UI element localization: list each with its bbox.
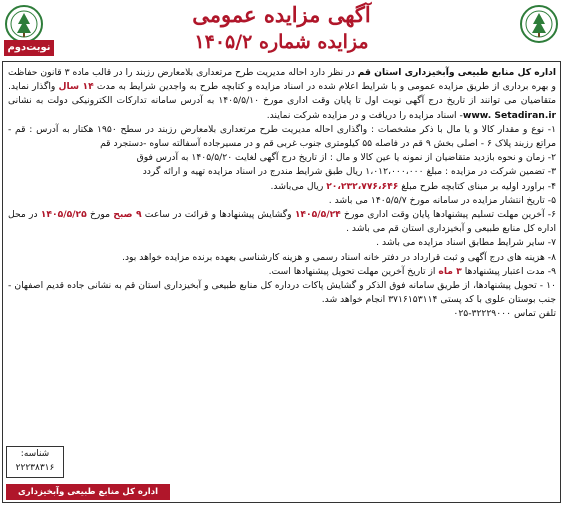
id-box [6, 446, 64, 478]
estimate-amount: ۲۰،۲۳۲،۷۷۶،۶۴۶ [326, 180, 399, 192]
website-link[interactable]: www. Setadiran.ir [462, 109, 556, 121]
item-1: ۱- نوع و مقدار کالا و یا مال با ذکر مشخصات : واگذاری احاله مدیریت طرح مرتعداری بلامعارض رزبند در سطح ۱۹۵۰ هکتار به آدرس : قم - مراتع رزبند پلاک ۶ - اصلی بخش ۹ قم در فاصله ۵۵ کیلومتری جنوب غربی قم و در مسیرجاده آسفالته ساوه -دستجرد قم [8, 123, 556, 150]
item-2: ۲- زمان و نحوه بازدید متقاضیان از نمونه یا عین کالا و مال : از تاریخ درج آگهی لغایت ۱۴۰۵/۵/۲۰ به آدرس فوق [136, 152, 556, 164]
item-3: ۳- تضمین شرکت در مزایده : مبلغ ۱،۰۱۲،۰۰۰،۰۰۰ ریال طبق شرایط مندرج در اسناد مزایده تهیه و ارائه گردد [142, 166, 556, 178]
item-9: ۹- مدت اعتبار پیشنهادها ۳ ماه از تاریخ آخرین مهلت تحویل پیشنهادها است. [268, 265, 556, 277]
phone-number: تلفن تماس ۳۲۲۲۹۰۰۰-۰۲۵ [453, 308, 556, 320]
header [0, 0, 563, 62]
item-10: ۱۰ - تحویل پیشنهادها، از طریق سامانه فوق الذکر و گشایش پاکات درداره کل منابع طبیعی و آبخیزداری استان قم به نشانی جاده قدیم اصفهان - جنب بوستان علوی با کد پستی ۳۷۱۶۱۵۳۱۱۴ انجام خواهد شد. [8, 280, 556, 306]
organization-bar: اداره کل منابع طبیعی وآبخیزداری استان قم [6, 484, 170, 500]
id-label: شناسه: [20, 449, 50, 459]
item-7: ۷- سایر شرایط مطابق اسناد مزایده می باشد . [376, 237, 556, 249]
auction-number: مزایده شماره ۱۴۰۵/۲ [194, 31, 369, 53]
id-value: ۲۲۲۳۸۳۱۶ [15, 463, 55, 473]
duration: ۱۴ سال [58, 81, 94, 93]
intro-paragraph: اداره کل منابع طبیعی وآبخیزداری استان قم در نظر دارد احاله مدیریت طرح مرتعداری بلامعارض رزبند را در قالب ماده ۳ قانون حفاظت و بهره برداری از طریق مزایده عمومی و با شرایط اعلام شده در اسناد مزایده و کتابچه طرح به واجدین شرایط به مدت ۱۴ سال واگذار نماید. متقاضیان می توانند از تاریخ درج آگهی نوبت اول تا پایان وقت اداری مورخ ۱۴۰۵/۵/۱۰ به آدرس سامانه تدارکات الکترونیکی دولت به نشانی www. Setadiran.ir- اسناد مزایده را دریافت و در مزایده شرکت نمایند. [8, 67, 556, 121]
announcement-body [8, 66, 556, 322]
page-title: آگهی مزایده عمومی [192, 2, 371, 27]
validity-period: ۳ ماه [438, 265, 462, 277]
opening-time: ۹ صبح [113, 209, 142, 221]
item-8: ۸- هزینه های درج آگهی و ثبت قرارداد در دفتر خانه اسناد رسمی و هزینه کارشناسی بعهده برنده مزایده خواهد بود. [122, 251, 556, 263]
item-4: ۴- براورد اولیه بر مبنای کتابچه طرح مبلغ ۲۰،۲۳۲،۷۷۶،۶۴۶ ریال می‌باشد. [270, 180, 556, 192]
item-5: ۵- تاریخ انتشار مزایده در سامانه مورخ ۱۴۰۵/۵/۷ می باشد . [328, 194, 556, 206]
deadline-date: ۱۴۰۵/۵/۲۴ [294, 209, 341, 221]
organization-name: اداره کل منابع طبیعی وآبخیزداری استان قم [357, 67, 556, 78]
round-badge: نوبت‌دوم [4, 40, 54, 56]
opening-date: ۱۴۰۵/۵/۲۵ [40, 209, 87, 221]
emblem-logo-icon [519, 4, 559, 44]
item-6: ۶- آخرین مهلت تسلیم پیشنهادها پایان وقت اداری مورخ ۱۴۰۵/۵/۲۴ وگشایش پیشنهادها و قرائت در ساعت ۹ صبح مورخ ۱۴۰۵/۵/۲۵ در محل اداره کل منابع طبیعی و آبخیزداری استان قم می باشد . [8, 209, 556, 235]
